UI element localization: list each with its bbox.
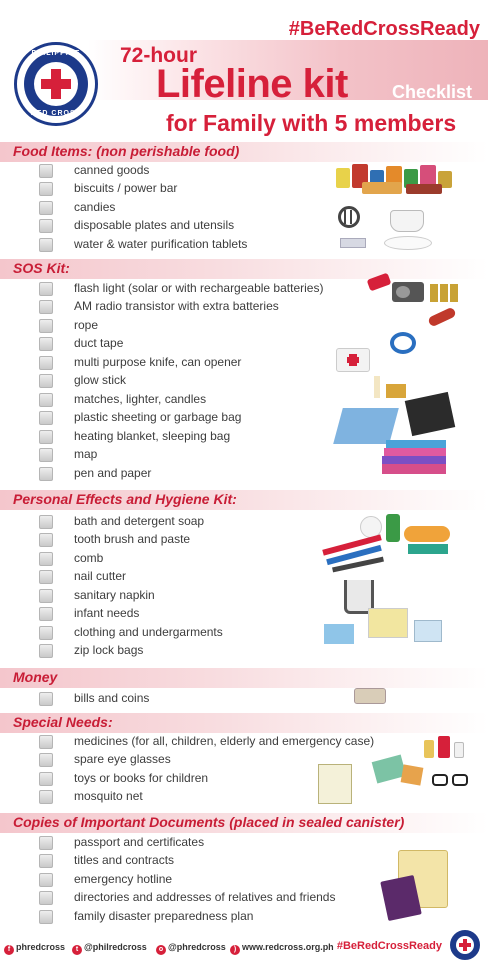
medicine-bottle-icon [424,740,434,758]
item-label: pen and paper [74,466,152,480]
checklist-item[interactable] [0,217,340,235]
checklist-item[interactable] [0,624,340,642]
item-label: bath and detergent soap [74,514,205,528]
rope-icon [390,332,416,354]
item-label: heating blanket, sleeping bag [74,429,231,443]
battery-icon [440,284,448,302]
section-title: SOS Kit: [13,260,70,276]
checkbox[interactable] [39,430,53,444]
page-subtitle: for Family with 5 members [166,110,457,136]
documents-illustration [384,846,480,924]
mosquito-net-icon [318,764,352,804]
title-suffix: Checklist [392,82,473,102]
checkbox[interactable] [39,356,53,370]
blanket-icon [384,448,446,456]
eyeglasses-icon [432,774,448,786]
checklist-item[interactable] [0,199,340,217]
battery-icon [430,284,438,302]
checkbox[interactable] [39,337,53,351]
item-label: toys or books for children [74,771,209,785]
books-icon [401,764,424,785]
checkbox[interactable] [39,626,53,640]
radio-speaker [396,286,410,298]
checkbox[interactable] [39,533,53,547]
logo-ring [24,52,88,116]
checkbox[interactable] [39,300,53,314]
checkbox[interactable] [39,570,53,584]
checkbox[interactable] [39,219,53,233]
checklist-item[interactable] [0,335,340,353]
section-header-personal-effects [0,490,488,510]
item-label: clothing and undergarments [74,625,223,639]
zip-lock-bag-icon [414,620,442,642]
item-label: zip lock bags [74,643,144,657]
checklist-item[interactable] [0,280,340,298]
checklist-item[interactable] [0,513,340,531]
section-title: Personal Effects and Hygiene Kit: [13,491,237,507]
checklist-item[interactable] [0,409,340,427]
special-needs-illustration [314,736,484,808]
item-label: titles and contracts [74,853,175,867]
twitter-icon: t [72,945,82,955]
blanket-icon [386,440,446,448]
flashlight-icon [427,307,457,328]
item-label: plastic sheeting or garbage bag [74,410,242,424]
item-label: spare eye glasses [74,752,171,766]
item-label: emergency hotline [74,872,173,886]
item-label: water & water purification tablets [74,237,248,251]
logo-text-top: PHILIPPINE [31,50,81,57]
item-label: biscuits / power bar [74,181,178,195]
item-label: comb [74,551,104,565]
item-label: passport and certificates [74,835,205,849]
battery-icon [450,284,458,302]
candle-icon [374,376,380,398]
first-aid-cross-h [347,357,359,363]
checklist-item[interactable] [0,317,340,335]
towel-roll-icon [404,526,450,542]
section-header-documents [0,813,488,833]
checkbox[interactable] [39,790,53,804]
facebook-icon: f [4,945,14,955]
twitter-handle: @philredcross [84,942,147,952]
item-label: nail cutter [74,569,127,583]
checkbox[interactable] [39,552,53,566]
checkbox[interactable] [39,753,53,767]
instagram-link[interactable] [156,942,226,955]
sos-kit-illustration [334,272,484,488]
footer-red-cross-logo [448,928,482,960]
checklist-item[interactable] [0,162,340,180]
instagram-handle: @phredcross [168,942,226,952]
item-label: sanitary napkin [74,588,155,602]
checklist-item[interactable] [0,531,340,549]
section-title: Food Items: (non perishable food) [13,143,240,159]
checkbox[interactable] [39,182,53,196]
clothing-icon [324,624,354,644]
plastic-sheet-icon [333,408,399,444]
money-illustration [350,684,394,708]
checkbox[interactable] [39,910,53,924]
checklist-item[interactable] [0,690,340,708]
item-label: multi purpose knife, can opener [74,355,242,369]
biscuits-icon [362,182,402,194]
website-link[interactable] [230,942,334,955]
item-label: bills and coins [74,691,150,705]
item-label: glow stick [74,373,127,387]
website-url: www.redcross.org.ph [242,942,334,952]
plates-icon [384,236,432,250]
checklist-item[interactable] [0,550,340,568]
checkbox[interactable] [39,891,53,905]
red-cross-icon-bar [41,79,71,89]
checklist-item[interactable] [0,852,340,870]
whistle-icon [367,273,392,292]
item-label: AM radio transistor with extra batteries [74,299,279,313]
item-label: mosquito net [74,789,143,803]
checklist-item[interactable] [0,788,340,806]
checklist-item[interactable] [0,733,375,751]
item-label: map [74,447,98,461]
checklist-item[interactable] [0,465,340,483]
footer [0,928,488,960]
soap-icon [408,544,448,554]
rss-icon: ) [230,945,240,955]
checkbox[interactable] [39,836,53,850]
logo-core [34,62,78,106]
water-container-icon [390,210,424,232]
item-label: duct tape [74,336,124,350]
checklist-item[interactable] [0,298,340,316]
title-prefix: 72-hour [120,44,198,67]
checklist-item[interactable] [0,889,340,907]
checklist-item[interactable] [0,871,340,889]
infant-needs-icon [368,608,408,638]
blanket-icon [382,464,446,474]
checkbox[interactable] [39,282,53,296]
hygiene-kit-illustration [318,508,484,660]
section-header-special-needs [0,713,488,733]
checkbox[interactable] [39,607,53,621]
plate-icon [338,206,360,228]
facebook-handle: phredcross [16,942,66,952]
item-label: family disaster preparedness plan [74,909,254,923]
checklist-item[interactable] [0,354,340,372]
instagram-icon: o [156,945,166,955]
item-label: directories and addresses of relatives and friends [74,890,336,904]
matches-icon [386,384,406,398]
purification-tablets-icon [340,238,366,248]
item-label: infant needs [74,606,140,620]
item-label: canned goods [74,163,150,177]
section-title: Special Needs: [13,714,113,730]
checklist-item[interactable] [0,428,340,446]
checkbox[interactable] [39,393,53,407]
item-label: rope [74,318,99,332]
checklist-item[interactable] [0,908,340,926]
medicine-bottle-icon [438,736,450,758]
checkbox[interactable] [39,515,53,529]
checkbox[interactable] [39,411,53,425]
checkbox[interactable] [39,448,53,462]
garbage-bag-icon [405,392,456,436]
checklist-item[interactable] [0,180,340,198]
checklist-item[interactable] [0,391,340,409]
checkbox[interactable] [39,772,53,786]
red-cross-icon-bar [459,943,471,947]
page-title: Lifeline kit [156,62,348,106]
footer-logo-core [456,936,474,954]
coin-purse-icon [354,688,386,704]
checklist-item[interactable] [0,568,340,586]
checklist-item[interactable] [0,446,340,464]
logo-text-bottom: RED CROSS [30,110,82,117]
checklist-item[interactable] [0,236,340,254]
checklist-item[interactable] [0,834,340,852]
section-title: Money [13,669,58,685]
item-label: medicines (for all, children, elderly and emergency case) [74,734,375,748]
checkbox[interactable] [39,374,53,388]
checkbox[interactable] [39,238,53,252]
checkbox[interactable] [39,589,53,603]
facebook-link[interactable] [4,942,65,955]
section-header-food [0,142,488,162]
section-title: Copies of Important Documents (placed in sealed canister) [13,814,405,830]
header [0,0,488,138]
checkbox[interactable] [39,201,53,215]
checklist-item[interactable] [0,605,340,623]
item-label: candies [74,200,116,214]
philippine-red-cross-logo [14,42,98,126]
item-label: disposable plates and utensils [74,218,235,232]
eyeglasses-icon-lens [452,774,468,786]
checkbox[interactable] [39,735,53,749]
checklist-item[interactable] [0,372,340,390]
checkbox[interactable] [39,692,53,706]
checklist-item[interactable] [0,751,340,769]
checkbox[interactable] [39,854,53,868]
food-items-illustration [332,160,482,255]
blanket-icon [382,456,446,464]
item-label: tooth brush and paste [74,532,191,546]
header-hashtag: #BeRedCrossReady [288,18,480,40]
twitter-link[interactable] [72,942,147,955]
footer-hashtag: #BeRedCrossReady [336,940,442,952]
candies-icon [406,184,442,194]
item-label: matches, lighter, candles [74,392,207,406]
checkbox[interactable] [39,164,53,178]
checkbox[interactable] [39,644,53,658]
canned-goods-icon [336,168,350,188]
item-label: flash light (solar or with rechargeable batteries) [74,281,324,295]
checkbox[interactable] [39,467,53,481]
checkbox[interactable] [39,873,53,887]
knife-icon [350,210,352,224]
fork-icon [344,210,346,224]
checklist-item[interactable] [0,587,340,605]
checklist-item[interactable] [0,642,340,660]
medicine-bottle-icon [454,742,464,758]
checklist-item[interactable] [0,770,340,788]
section-header-money [0,668,488,688]
shampoo-bottle-icon [386,514,400,542]
checkbox[interactable] [39,319,53,333]
